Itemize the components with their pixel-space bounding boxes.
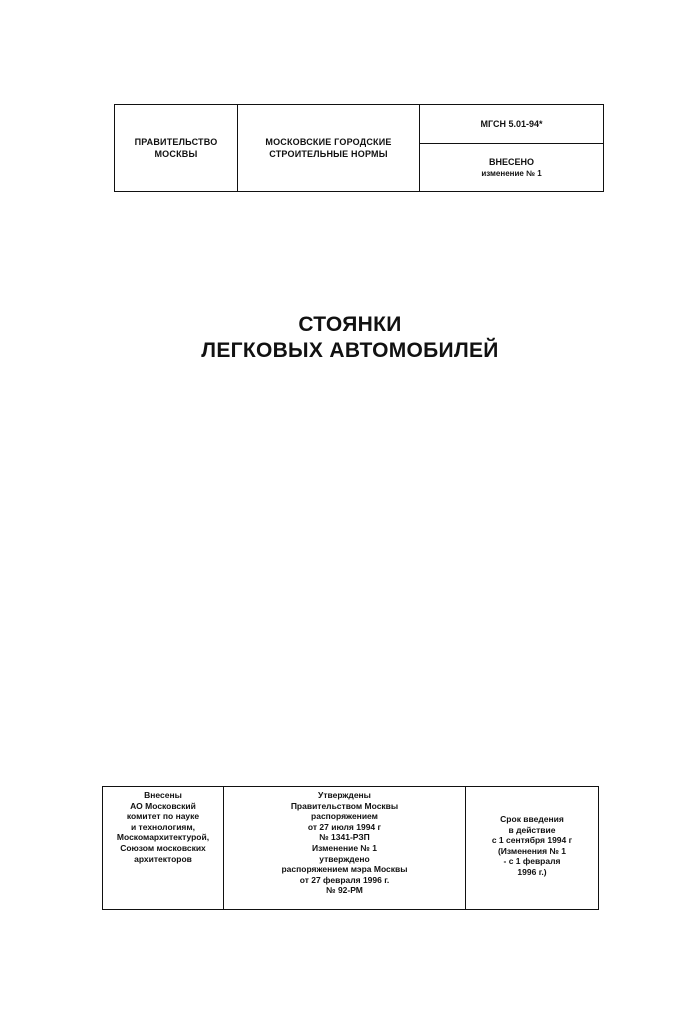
norms-line-2: СТРОИТЕЛЬНЫЕ НОРМЫ: [269, 149, 388, 159]
approved-by-cell: [224, 787, 466, 909]
introduced-line: Москомархитектурой,: [116, 832, 210, 843]
introduced-line: Союзом московских: [120, 842, 206, 853]
effective-line: с 1 сентября 1994 г: [491, 835, 573, 846]
amendment-line-1: ВНЕСЕНО: [488, 156, 534, 167]
introduced-line: АО Московский: [130, 800, 196, 811]
introduced-line: архитекторов: [134, 853, 192, 864]
effective-line: в действие: [508, 824, 556, 835]
government-line-1: ПРАВИТЕЛЬСТВО: [134, 137, 218, 147]
approved-line: Изменение № 1: [311, 842, 377, 853]
effective-line: (Изменения № 1: [497, 845, 567, 856]
effective-line: - с 1 февраля: [503, 856, 561, 867]
approved-line: утверждено: [319, 853, 370, 864]
amendment-line-2: изменение № 1: [481, 168, 542, 178]
effective-line: Срок введения: [500, 814, 564, 824]
government-line-2: МОСКВЫ: [154, 149, 198, 159]
code-amend-cell: [420, 105, 603, 191]
footer-table: [102, 786, 599, 910]
approved-line: распоряжением мэра Москвы: [281, 864, 408, 875]
approved-line: № 92-РМ: [326, 885, 363, 896]
header-table: [114, 104, 604, 192]
title-line-1: СТОЯНКИ: [298, 313, 402, 336]
norms-cell: [238, 105, 420, 191]
introduced-line: и технологиям,: [130, 821, 196, 832]
introduced-by-cell: [103, 787, 224, 909]
approved-line: от 27 февраля 1996 г.: [299, 874, 390, 885]
introduced-line: Внесены: [144, 790, 182, 800]
introduced-line: комитет по науке: [126, 811, 200, 822]
approved-line: Утверждены: [318, 790, 371, 800]
effective-date-cell: [466, 787, 598, 909]
amendment-cell: [420, 144, 603, 191]
approved-line: распоряжением: [311, 811, 378, 822]
document-code: МГСН 5.01-94*: [480, 119, 543, 129]
document-title: [0, 312, 700, 364]
approved-line: № 1341-РЗП: [319, 832, 370, 843]
approved-line: от 27 июля 1994 г: [307, 821, 382, 832]
government-cell: [115, 105, 238, 191]
norms-line-1: МОСКОВСКИЕ ГОРОДСКИЕ: [265, 137, 392, 147]
document-code-cell: [420, 105, 603, 144]
effective-line: 1996 г.): [517, 866, 547, 877]
title-line-2: ЛЕГКОВЫХ АВТОМОБИЛЕЙ: [201, 339, 499, 362]
approved-line: Правительством Москвы: [290, 800, 399, 811]
